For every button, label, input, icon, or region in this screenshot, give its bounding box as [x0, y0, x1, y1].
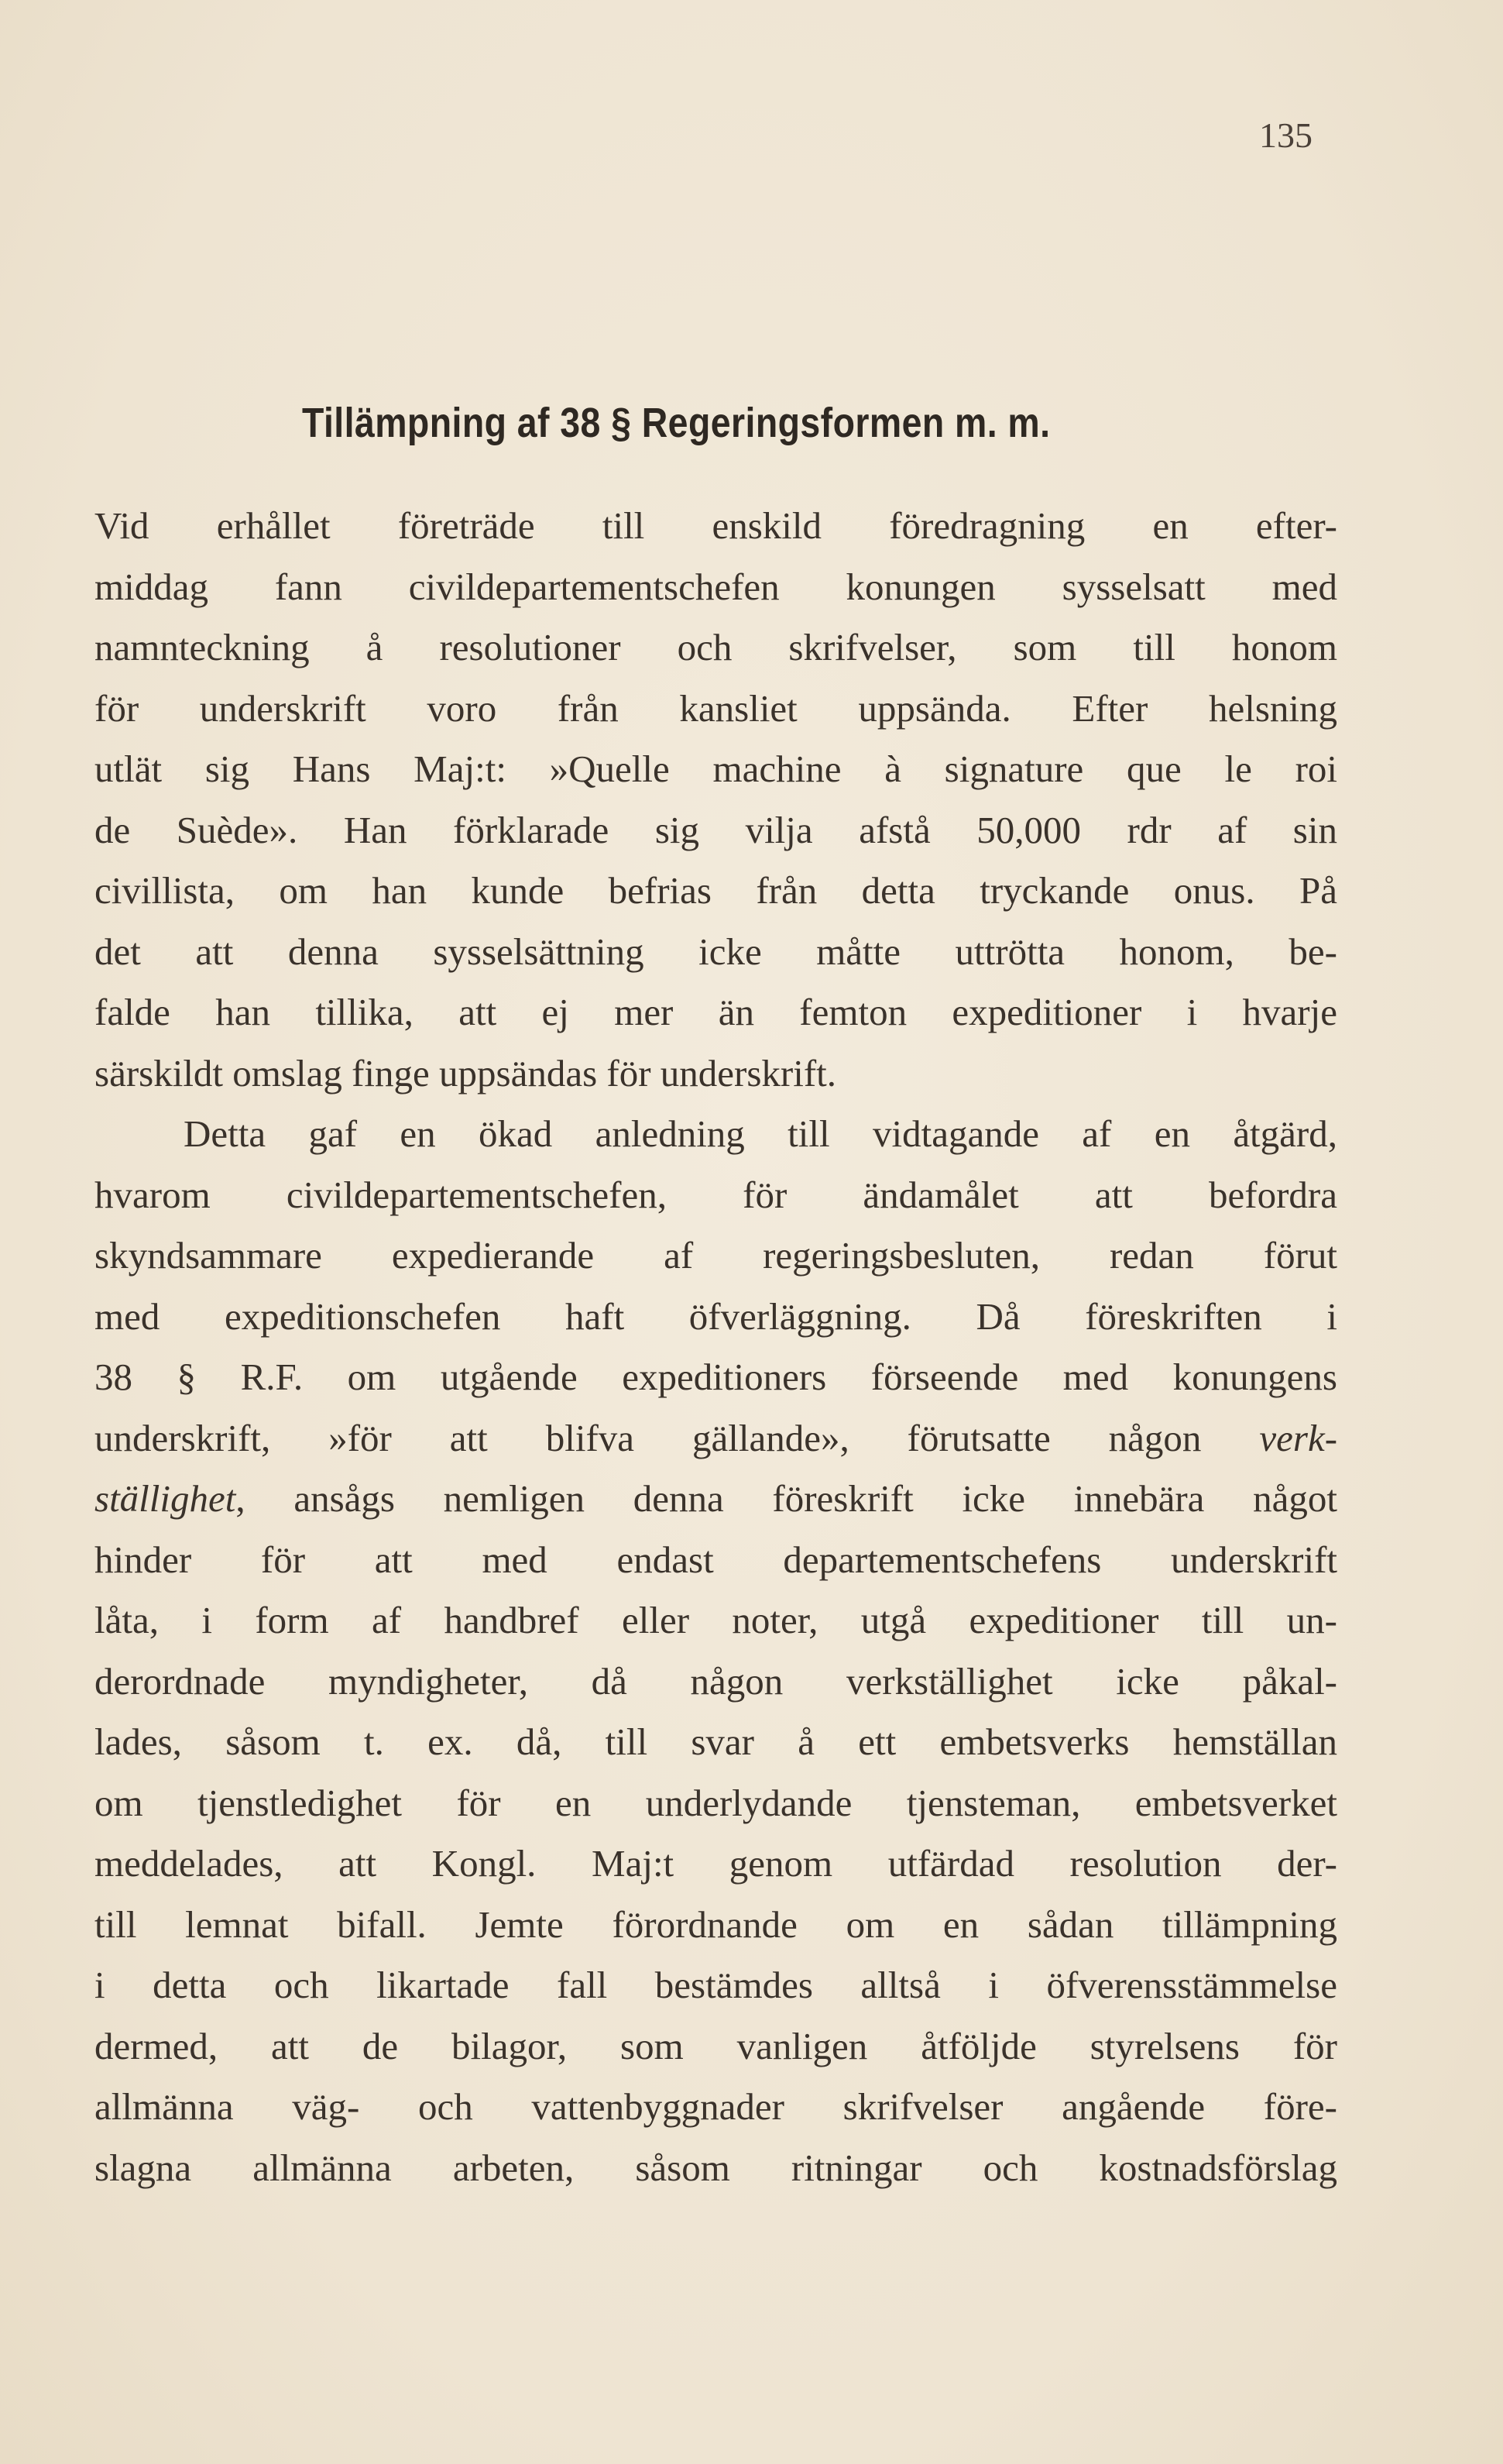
text-line: med expeditionschefen haft öfverläggning. Då föreskriften i: [94, 1294, 1337, 1338]
text-line: de Suède». Han förklarade sig vilja afstå 50,000 rdr af sin: [94, 808, 1337, 851]
text-line: falde han tillika, att ej mer än femton expeditioner i hvarje: [94, 991, 1337, 1033]
text-line: utlät sig Hans Maj:t: »Quelle machine à signature que le roi: [94, 747, 1337, 790]
text-line-with-italic: ställighet, ansågs nemligen denna föreskrift icke innebära något: [94, 1477, 1337, 1520]
text-line: middag fann civildepartementschefen konungen sysselsatt med: [94, 565, 1337, 608]
text-line: i detta och likartade fall bestämdes alltså i öfverensstämmelse: [94, 1964, 1337, 2006]
text-line: Detta gaf en ökad anledning till vidtagande af en åtgärd,: [184, 1112, 1337, 1155]
text-segment: ansågs nemligen denna föreskrift icke innebära något: [293, 1477, 1337, 1520]
page-number: 135: [1259, 115, 1313, 155]
text-line: särskildt omslag finge uppsändas för underskrift.: [94, 1051, 837, 1095]
text-line: till lemnat bifall. Jemte förordnande om en sådan tillämpning: [94, 1902, 1337, 1946]
text-line: allmänna väg- och vattenbyggnader skrifvelser angående före-: [94, 2085, 1337, 2128]
text-line: slagna allmänna arbeten, såsom ritningar och kostnadsförslag: [94, 2146, 1337, 2189]
text-line: namnteckning å resolutioner och skrifvelser, som till honom: [94, 626, 1337, 668]
text-line: hinder för att med endast departementschefens underskrift: [94, 1538, 1337, 1581]
text-line: hvarom civildepartementschefen, för ändamålet att befordra: [94, 1173, 1337, 1216]
section-heading: Tillämpning af 38 § Regeringsformen m. m.: [302, 400, 1051, 446]
italic-word: ställighet: [94, 1477, 236, 1520]
text-line: låta, i form af handbref eller noter, utgå expeditioner till un-: [94, 1599, 1337, 1641]
text-line: derordnade myndigheter, då någon verkställighet icke påkal-: [94, 1659, 1337, 1703]
text-line-with-italic: [94, 1408, 1337, 1469]
text-segment: underskrift, »för att blifva gällande», förutsatte någon: [94, 1416, 1202, 1459]
text-line: för underskrift voro från kansliet uppsända. Efter helsning: [94, 686, 1337, 730]
text-line: civillista, om han kunde befrias från detta tryckande onus. På: [94, 869, 1337, 912]
text-line: 38 § R.F. om utgående expeditioners förseende med konungens: [94, 1356, 1337, 1398]
text-line: det att denna sysselsättning icke måtte uttrötta honom, be-: [94, 930, 1337, 973]
text-line: lades, såsom t. ex. då, till svar å ett embetsverks hemställan: [94, 1720, 1337, 1763]
text-line: om tjenstledighet för en underlydande tjensteman, embetsverket: [94, 1781, 1337, 1824]
italic-word: verk-: [1259, 1416, 1338, 1459]
body-text: [94, 496, 1337, 2198]
text-line: Vid erhållet företräde till enskild föredragning en efter-: [94, 504, 1337, 547]
text-line: meddelades, att Kongl. Maj:t genom utfärdad resolution der-: [94, 1842, 1337, 1885]
text-line: dermed, att de bilagor, som vanligen åtföljde styrelsens för: [94, 2024, 1337, 2067]
text-line: skyndsammare expedierande af regeringsbesluten, redan förut: [94, 1234, 1337, 1277]
